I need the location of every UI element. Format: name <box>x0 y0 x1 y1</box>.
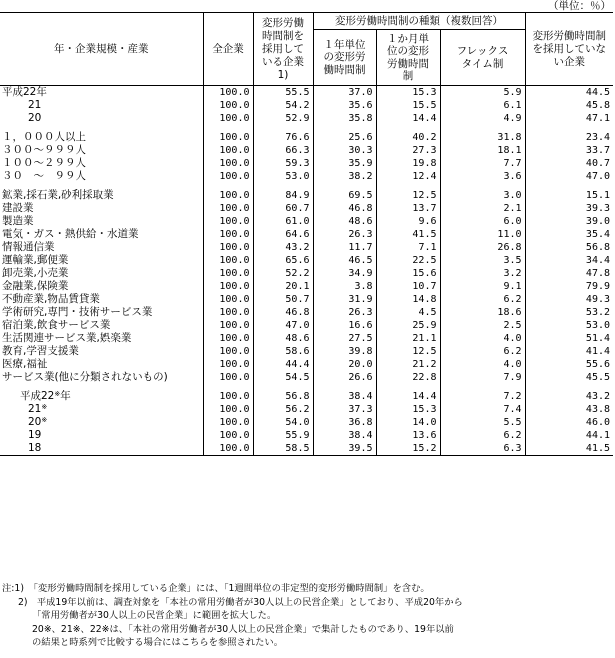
row-label-text: 宿泊業,飲食サービス業 <box>2 319 111 331</box>
row-label <box>0 99 203 112</box>
value-cell: 100.0 <box>203 254 253 267</box>
table-row <box>0 280 613 293</box>
value-cell: 3.0 <box>440 189 525 202</box>
value-cell: 12.5 <box>376 189 440 202</box>
value-cell: 35.4 <box>525 228 613 241</box>
row-label <box>0 189 203 202</box>
row-label-mark: ※ <box>41 416 48 424</box>
value-cell: 26.3 <box>313 228 376 241</box>
row-label-text: 生活関連サービス業,娯楽業 <box>2 332 132 344</box>
value-cell: 9.6 <box>376 215 440 228</box>
value-cell: 48.6 <box>313 215 376 228</box>
value-cell: 55.5 <box>253 86 313 100</box>
table-row <box>0 345 613 358</box>
value-cell: 54.5 <box>253 371 313 384</box>
value-cell: 50.7 <box>253 293 313 306</box>
value-cell: 37.0 <box>313 86 376 100</box>
row-label-text: 学術研究,専門・技術サービス業 <box>2 306 153 318</box>
value-cell: 5.9 <box>440 86 525 100</box>
value-cell: 52.9 <box>253 112 313 125</box>
row-label-text: 平成22年 <box>2 86 47 98</box>
value-cell: 100.0 <box>203 131 253 144</box>
row-label <box>0 144 203 157</box>
value-cell: 26.8 <box>440 241 525 254</box>
value-cell: 47.8 <box>525 267 613 280</box>
value-cell: 25.6 <box>313 131 376 144</box>
value-cell: 76.6 <box>253 131 313 144</box>
header-types-group: 変形労働時間制の種類（複数回答） <box>313 13 525 30</box>
value-cell: 100.0 <box>203 332 253 345</box>
value-cell: 13.7 <box>376 202 440 215</box>
value-cell: 47.0 <box>253 319 313 332</box>
row-label-text: 建設業 <box>2 202 34 214</box>
value-cell: 7.1 <box>376 241 440 254</box>
table-row <box>0 403 613 416</box>
table-row <box>0 254 613 267</box>
value-cell: 44.5 <box>525 86 613 100</box>
value-cell: 40.2 <box>376 131 440 144</box>
value-cell: 4.0 <box>440 332 525 345</box>
value-cell: 55.9 <box>253 429 313 442</box>
value-cell: 35.6 <box>313 99 376 112</box>
value-cell: 53.2 <box>525 306 613 319</box>
value-cell: 15.3 <box>376 86 440 100</box>
value-cell: 14.4 <box>376 112 440 125</box>
value-cell: 48.6 <box>253 332 313 345</box>
value-cell: 15.5 <box>376 99 440 112</box>
table-row <box>0 241 613 254</box>
table-row <box>0 99 613 112</box>
value-cell: 58.6 <box>253 345 313 358</box>
value-cell: 12.4 <box>376 170 440 183</box>
value-cell: 14.0 <box>376 416 440 429</box>
value-cell: 3.5 <box>440 254 525 267</box>
value-cell: 31.8 <box>440 131 525 144</box>
value-cell: 2.5 <box>440 319 525 332</box>
table-row <box>0 170 613 183</box>
value-cell: 7.4 <box>440 403 525 416</box>
data-table <box>0 12 613 456</box>
value-cell: 100.0 <box>203 144 253 157</box>
row-label <box>0 280 203 293</box>
value-cell: 59.3 <box>253 157 313 170</box>
row-label <box>0 293 203 306</box>
row-label-text: 21 <box>28 99 42 111</box>
header-adopting <box>253 13 313 86</box>
table-row <box>0 131 613 144</box>
value-cell: 100.0 <box>203 202 253 215</box>
row-label-text: 製造業 <box>2 215 34 227</box>
value-cell: 18.6 <box>440 306 525 319</box>
header-adopting-note: 1) <box>277 68 289 81</box>
value-cell: 6.3 <box>440 442 525 456</box>
table-row <box>0 215 613 228</box>
row-label <box>0 429 203 442</box>
row-label-text: 情報通信業 <box>2 241 55 253</box>
value-cell: 39.3 <box>525 202 613 215</box>
row-label-suffix: 年 <box>60 390 71 402</box>
row-label <box>0 319 203 332</box>
value-cell: 39.0 <box>525 215 613 228</box>
value-cell: 36.8 <box>313 416 376 429</box>
table-row <box>0 202 613 215</box>
row-label <box>0 157 203 170</box>
row-label <box>0 131 203 144</box>
value-cell: 100.0 <box>203 390 253 403</box>
value-cell: 45.8 <box>525 99 613 112</box>
header-type-1year: １年単位の変形労働時間制 <box>313 30 376 86</box>
table-row <box>0 157 613 170</box>
value-cell: 41.5 <box>376 228 440 241</box>
value-cell: 65.6 <box>253 254 313 267</box>
row-label-text: 不動産業,物品賃貸業 <box>2 293 100 305</box>
row-label-text: １００～２９９人 <box>2 157 86 169</box>
table-row <box>0 86 613 100</box>
value-cell: 56.2 <box>253 403 313 416</box>
value-cell: 27.5 <box>313 332 376 345</box>
row-label <box>0 215 203 228</box>
value-cell: 55.6 <box>525 358 613 371</box>
value-cell: 39.8 <box>313 345 376 358</box>
header-type-1month: １か月単位の変形労働時間制 <box>376 30 440 86</box>
unit-label: （単位：％） <box>548 0 611 12</box>
value-cell: 100.0 <box>203 429 253 442</box>
table-row <box>0 358 613 371</box>
value-cell: 15.1 <box>525 189 613 202</box>
value-cell: 25.9 <box>376 319 440 332</box>
value-cell: 100.0 <box>203 403 253 416</box>
header-all-companies: 全企業 <box>203 13 253 86</box>
row-label-text: サービス業(他に分類されないもの) <box>2 371 168 383</box>
value-cell: 44.4 <box>253 358 313 371</box>
value-cell: 53.0 <box>525 319 613 332</box>
footnote-5: の結果と時系列で比較する場合にはこちらを参照されたい。 <box>32 637 284 648</box>
value-cell: 84.9 <box>253 189 313 202</box>
value-cell: 43.2 <box>253 241 313 254</box>
value-cell: 79.9 <box>525 280 613 293</box>
value-cell: 51.4 <box>525 332 613 345</box>
value-cell: 38.4 <box>313 429 376 442</box>
value-cell: 100.0 <box>203 358 253 371</box>
value-cell: 15.6 <box>376 267 440 280</box>
value-cell: 38.2 <box>313 170 376 183</box>
value-cell: 30.3 <box>313 144 376 157</box>
value-cell: 4.0 <box>440 358 525 371</box>
value-cell: 43.8 <box>525 403 613 416</box>
value-cell: 100.0 <box>203 345 253 358</box>
table-row <box>0 319 613 332</box>
value-cell: 44.1 <box>525 429 613 442</box>
row-label <box>0 442 203 456</box>
value-cell: 26.3 <box>313 306 376 319</box>
row-label-text: ３０ ～ ９９人 <box>2 170 86 182</box>
value-cell: 3.6 <box>440 170 525 183</box>
value-cell: 7.2 <box>440 390 525 403</box>
table-row <box>0 267 613 280</box>
value-cell: 13.6 <box>376 429 440 442</box>
value-cell: 100.0 <box>203 189 253 202</box>
table-row <box>0 144 613 157</box>
value-cell: 100.0 <box>203 241 253 254</box>
table-row <box>0 416 613 429</box>
value-cell: 18.1 <box>440 144 525 157</box>
row-label-text: 教育,学習支援業 <box>2 345 79 357</box>
row-label <box>0 345 203 358</box>
row-label <box>0 306 203 319</box>
table-row <box>0 371 613 384</box>
value-cell: 6.2 <box>440 293 525 306</box>
value-cell: 61.0 <box>253 215 313 228</box>
value-cell: 37.3 <box>313 403 376 416</box>
value-cell: 100.0 <box>203 86 253 100</box>
row-label-text: 金融業,保険業 <box>2 280 69 292</box>
value-cell: 23.4 <box>525 131 613 144</box>
value-cell: 16.6 <box>313 319 376 332</box>
value-cell: 54.2 <box>253 99 313 112</box>
table-row <box>0 390 613 403</box>
row-label-text: 平成22 <box>20 390 55 402</box>
row-label <box>0 390 203 403</box>
value-cell: 100.0 <box>203 215 253 228</box>
value-cell: 33.7 <box>525 144 613 157</box>
row-label <box>0 358 203 371</box>
row-label <box>0 254 203 267</box>
footnote-4: 20※、21※、22※は、「本社の常用労働者が30人以上の民営企業」で集計したものであり、19年以前 <box>32 623 454 635</box>
value-cell: 100.0 <box>203 157 253 170</box>
value-cell: 31.9 <box>313 293 376 306</box>
header-category: 年・企業規模・産業 <box>0 13 203 86</box>
row-label <box>0 202 203 215</box>
value-cell: 7.7 <box>440 157 525 170</box>
value-cell: 11.7 <box>313 241 376 254</box>
value-cell: 47.1 <box>525 112 613 125</box>
row-label-mark: ※ <box>54 390 61 398</box>
value-cell: 100.0 <box>203 416 253 429</box>
value-cell: 56.8 <box>525 241 613 254</box>
value-cell: 52.2 <box>253 267 313 280</box>
value-cell: 56.8 <box>253 390 313 403</box>
table-row <box>0 306 613 319</box>
header-type-flex: フレックスタイム制 <box>440 30 525 86</box>
value-cell: 53.0 <box>253 170 313 183</box>
value-cell: 19.8 <box>376 157 440 170</box>
value-cell: 21.2 <box>376 358 440 371</box>
value-cell: 4.9 <box>440 112 525 125</box>
value-cell: 100.0 <box>203 228 253 241</box>
row-label-text: １，０００人以上 <box>2 131 86 143</box>
value-cell: 6.2 <box>440 345 525 358</box>
value-cell: 3.8 <box>313 280 376 293</box>
value-cell: 100.0 <box>203 170 253 183</box>
value-cell: 43.2 <box>525 390 613 403</box>
value-cell: 7.9 <box>440 371 525 384</box>
value-cell: 20.0 <box>313 358 376 371</box>
row-label <box>0 403 203 416</box>
value-cell: 41.4 <box>525 345 613 358</box>
value-cell: 66.3 <box>253 144 313 157</box>
row-label-text: 21 <box>28 403 42 415</box>
row-label <box>0 170 203 183</box>
value-cell: 6.2 <box>440 429 525 442</box>
table-row <box>0 112 613 125</box>
table-row <box>0 429 613 442</box>
value-cell: 41.5 <box>525 442 613 456</box>
value-cell: 54.0 <box>253 416 313 429</box>
value-cell: 9.1 <box>440 280 525 293</box>
value-cell: 47.0 <box>525 170 613 183</box>
value-cell: 34.9 <box>313 267 376 280</box>
value-cell: 64.6 <box>253 228 313 241</box>
value-cell: 35.8 <box>313 112 376 125</box>
footnote-3: 「常用労働者が30人以上の民営企業」に範囲を拡大した。 <box>32 610 277 621</box>
value-cell: 2.1 <box>440 202 525 215</box>
row-label-mark: ※ <box>41 403 48 411</box>
value-cell: 46.8 <box>313 202 376 215</box>
row-label <box>0 371 203 384</box>
table-row <box>0 189 613 202</box>
value-cell: 11.0 <box>440 228 525 241</box>
row-label <box>0 332 203 345</box>
value-cell: 10.7 <box>376 280 440 293</box>
table-body <box>0 86 613 456</box>
value-cell: 39.5 <box>313 442 376 456</box>
row-label-text: 医療,福祉 <box>2 358 48 370</box>
row-label-text: 19 <box>28 429 42 441</box>
value-cell: 34.4 <box>525 254 613 267</box>
value-cell: 45.5 <box>525 371 613 384</box>
row-label <box>0 228 203 241</box>
footnote-2: 2) 平成19年以前は、調査対象を「本社の常用労働者が30人以上の民営企業」としており、平成20年から <box>18 596 463 608</box>
value-cell: 12.5 <box>376 345 440 358</box>
value-cell: 6.0 <box>440 215 525 228</box>
value-cell: 100.0 <box>203 319 253 332</box>
row-label-text: 20 <box>28 416 42 428</box>
value-cell: 21.1 <box>376 332 440 345</box>
table-row <box>0 332 613 345</box>
row-label <box>0 241 203 254</box>
row-label-text: 20 <box>28 112 42 124</box>
row-label-text: ３００～９９９人 <box>2 144 86 156</box>
value-cell: 100.0 <box>203 293 253 306</box>
value-cell: 27.3 <box>376 144 440 157</box>
value-cell: 22.8 <box>376 371 440 384</box>
value-cell: 69.5 <box>313 189 376 202</box>
value-cell: 100.0 <box>203 280 253 293</box>
value-cell: 100.0 <box>203 99 253 112</box>
table-row <box>0 228 613 241</box>
value-cell: 100.0 <box>203 442 253 456</box>
row-label-text: 18 <box>28 442 42 454</box>
value-cell: 15.2 <box>376 442 440 456</box>
value-cell: 60.7 <box>253 202 313 215</box>
value-cell: 40.7 <box>525 157 613 170</box>
row-label-text: 運輸業,郵便業 <box>2 254 69 266</box>
value-cell: 49.3 <box>525 293 613 306</box>
row-label-text: 鉱業,採石業,砂利採取業 <box>2 189 114 201</box>
row-label <box>0 416 203 429</box>
value-cell: 14.8 <box>376 293 440 306</box>
value-cell: 3.2 <box>440 267 525 280</box>
row-label-text: 卸売業,小売業 <box>2 267 69 279</box>
value-cell: 100.0 <box>203 112 253 125</box>
value-cell: 6.1 <box>440 99 525 112</box>
table-row <box>0 442 613 456</box>
value-cell: 14.4 <box>376 390 440 403</box>
value-cell: 46.0 <box>525 416 613 429</box>
value-cell: 5.5 <box>440 416 525 429</box>
footnote-1: 注:1) 「変形労働時間制を採用している企業」には、「1週間単位の非定型的変形労働時間制」を含む。 <box>2 583 430 594</box>
value-cell: 58.5 <box>253 442 313 456</box>
value-cell: 4.5 <box>376 306 440 319</box>
footnotes <box>2 582 612 650</box>
header-adopting-label: 変形労働時間制を採用している企業 <box>262 16 304 68</box>
value-cell: 20.1 <box>253 280 313 293</box>
value-cell: 22.5 <box>376 254 440 267</box>
header-not-adopting: 変形労働時間制を採用していない企業 <box>525 13 613 86</box>
row-label <box>0 86 203 100</box>
row-label <box>0 267 203 280</box>
value-cell: 46.5 <box>313 254 376 267</box>
table-row <box>0 293 613 306</box>
value-cell: 35.9 <box>313 157 376 170</box>
row-label-text: 電気・ガス・熱供給・水道業 <box>2 228 139 240</box>
value-cell: 46.8 <box>253 306 313 319</box>
value-cell: 15.3 <box>376 403 440 416</box>
value-cell: 100.0 <box>203 267 253 280</box>
row-label <box>0 112 203 125</box>
value-cell: 26.6 <box>313 371 376 384</box>
value-cell: 100.0 <box>203 371 253 384</box>
value-cell: 38.4 <box>313 390 376 403</box>
value-cell: 100.0 <box>203 306 253 319</box>
